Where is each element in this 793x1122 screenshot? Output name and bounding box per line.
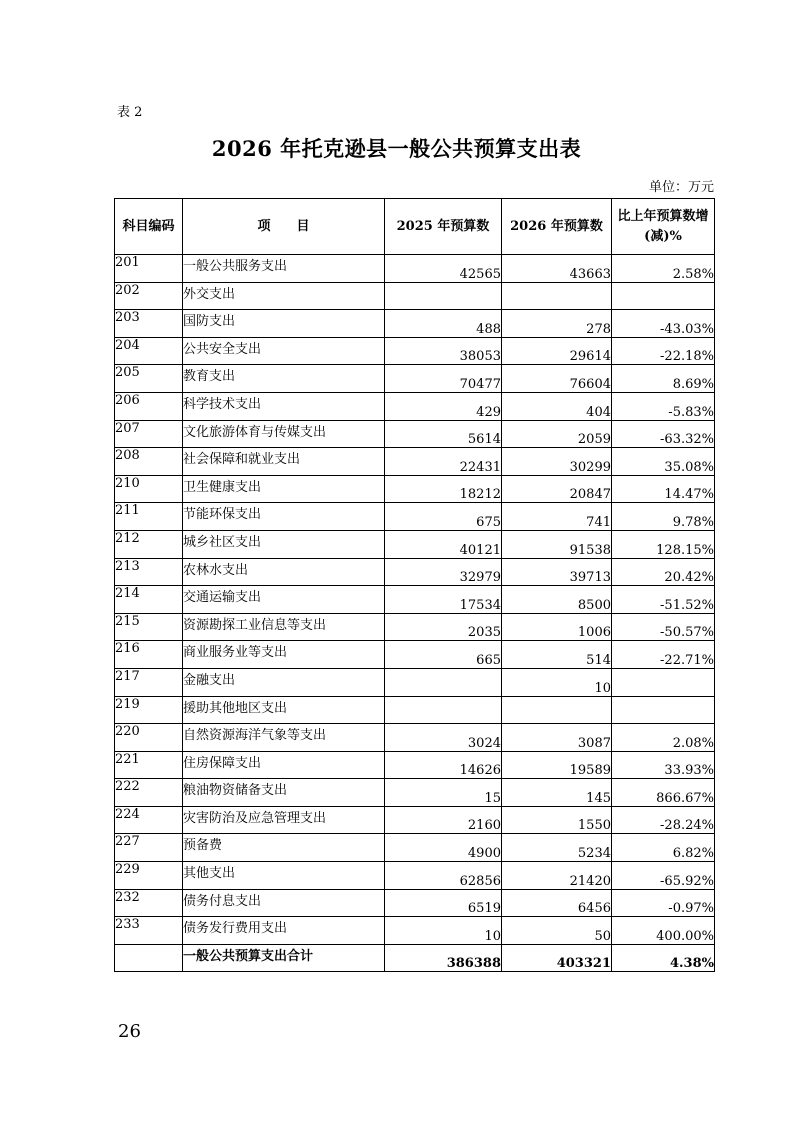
change-cell — [612, 696, 715, 724]
unit-label: 单位：万元 — [648, 180, 714, 195]
change-cell — [612, 282, 715, 310]
budget-2025-cell: 17534 — [385, 586, 502, 614]
item-name-cell: 一般公共预算支出合计 — [183, 944, 385, 972]
table-row — [115, 806, 715, 834]
item-name-cell: 债务发行费用支出 — [183, 917, 385, 945]
table-row — [115, 255, 715, 283]
code-cell: 205 — [115, 365, 183, 393]
budget-2026-cell: 145 — [502, 779, 612, 807]
page-number: 26 — [118, 1021, 141, 1042]
table-row — [115, 613, 715, 641]
budget-2025-cell: 665 — [385, 641, 502, 669]
budget-2026-cell: 43663 — [502, 255, 612, 283]
code-cell: 220 — [115, 724, 183, 752]
table-row — [115, 889, 715, 917]
code-cell: 215 — [115, 613, 183, 641]
code-cell: 206 — [115, 392, 183, 420]
budget-2025-cell: 22431 — [385, 448, 502, 476]
table-row — [115, 641, 715, 669]
page-title: 2026 年托克逊县一般公共预算支出表 — [211, 136, 582, 161]
item-name-cell: 卫生健康支出 — [183, 475, 385, 503]
budget-2026-cell: 39713 — [502, 558, 612, 586]
table-label: 表 2 — [117, 105, 143, 120]
code-cell: 221 — [115, 751, 183, 779]
item-name-cell: 自然资源海洋气象等支出 — [183, 724, 385, 752]
item-name-cell: 粮油物资储备支出 — [183, 779, 385, 807]
budget-2026-cell — [502, 696, 612, 724]
table-row — [115, 420, 715, 448]
item-name-cell: 商业服务业等支出 — [183, 641, 385, 669]
code-cell: 219 — [115, 696, 183, 724]
change-cell — [612, 668, 715, 696]
table-row — [115, 917, 715, 945]
code-cell: 204 — [115, 337, 183, 365]
item-name-cell: 资源勘探工业信息等支出 — [183, 613, 385, 641]
budget-2026-cell: 20847 — [502, 475, 612, 503]
table-row — [115, 337, 715, 365]
budget-2025-cell — [385, 282, 502, 310]
table-row — [115, 862, 715, 890]
item-name-cell: 灾害防治及应急管理支出 — [183, 806, 385, 834]
code-cell: 233 — [115, 917, 183, 945]
item-name-cell: 教育支出 — [183, 365, 385, 393]
budget-2025-cell: 10 — [385, 917, 502, 945]
table-row — [115, 282, 715, 310]
table-row — [115, 696, 715, 724]
budget-2026-cell: 2059 — [502, 420, 612, 448]
budget-2026-cell: 21420 — [502, 862, 612, 890]
change-cell: 2.58% — [612, 255, 715, 283]
budget-2025-cell: 386388 — [385, 944, 502, 972]
item-name-cell: 债务付息支出 — [183, 889, 385, 917]
code-cell: 224 — [115, 806, 183, 834]
item-name-cell: 国防支出 — [183, 310, 385, 338]
change-cell: 8.69% — [612, 365, 715, 393]
budget-2026-cell: 76604 — [502, 365, 612, 393]
budget-2025-cell: 32979 — [385, 558, 502, 586]
budget-2026-cell: 29614 — [502, 337, 612, 365]
budget-table — [114, 198, 715, 972]
budget-2026-cell: 404 — [502, 392, 612, 420]
item-name-cell: 交通运输支出 — [183, 586, 385, 614]
budget-2026-cell: 1006 — [502, 613, 612, 641]
item-name-cell: 科学技术支出 — [183, 392, 385, 420]
change-cell: -22.71% — [612, 641, 715, 669]
budget-2025-cell: 429 — [385, 392, 502, 420]
budget-2025-cell: 4900 — [385, 834, 502, 862]
budget-2025-cell: 6519 — [385, 889, 502, 917]
header-budget-2025: 2025 年预算数 — [385, 199, 502, 255]
change-cell: -5.83% — [612, 392, 715, 420]
header-code: 科目编码 — [115, 199, 183, 255]
budget-2025-cell: 14626 — [385, 751, 502, 779]
header-budget-2026: 2026 年预算数 — [502, 199, 612, 255]
budget-2026-cell — [502, 282, 612, 310]
change-cell: -65.92% — [612, 862, 715, 890]
budget-2025-cell: 675 — [385, 503, 502, 531]
change-cell: 2.08% — [612, 724, 715, 752]
change-cell: 9.78% — [612, 503, 715, 531]
item-name-cell: 社会保障和就业支出 — [183, 448, 385, 476]
item-name-cell: 农林水支出 — [183, 558, 385, 586]
change-cell: 400.00% — [612, 917, 715, 945]
header-item: 项 目 — [183, 199, 385, 255]
table-row — [115, 558, 715, 586]
budget-2026-cell: 8500 — [502, 586, 612, 614]
budget-2025-cell: 18212 — [385, 475, 502, 503]
budget-2026-cell: 5234 — [502, 834, 612, 862]
change-cell: -43.03% — [612, 310, 715, 338]
budget-2026-cell: 3087 — [502, 724, 612, 752]
budget-2026-cell: 91538 — [502, 530, 612, 558]
budget-2025-cell: 3024 — [385, 724, 502, 752]
table-row — [115, 668, 715, 696]
change-cell: -22.18% — [612, 337, 715, 365]
table-row — [115, 724, 715, 752]
change-cell: -63.32% — [612, 420, 715, 448]
code-cell: 227 — [115, 834, 183, 862]
change-cell: 4.38% — [612, 944, 715, 972]
change-cell: 14.47% — [612, 475, 715, 503]
header-change-line1: 比上年预算数增 — [617, 208, 709, 224]
budget-2026-cell: 403321 — [502, 944, 612, 972]
budget-2026-cell: 19589 — [502, 751, 612, 779]
code-cell — [115, 944, 183, 972]
change-cell: 33.93% — [612, 751, 715, 779]
code-cell: 212 — [115, 530, 183, 558]
table-row — [115, 779, 715, 807]
header-row — [115, 199, 715, 255]
item-name-cell: 一般公共服务支出 — [183, 255, 385, 283]
table-row — [115, 503, 715, 531]
budget-2025-cell — [385, 696, 502, 724]
code-cell: 222 — [115, 779, 183, 807]
table-row — [115, 834, 715, 862]
budget-2026-cell: 30299 — [502, 448, 612, 476]
code-cell: 213 — [115, 558, 183, 586]
table-row — [115, 448, 715, 476]
item-name-cell: 住房保障支出 — [183, 751, 385, 779]
table-row — [115, 586, 715, 614]
code-cell: 217 — [115, 668, 183, 696]
budget-2025-cell: 488 — [385, 310, 502, 338]
change-cell: -50.57% — [612, 613, 715, 641]
code-cell: 203 — [115, 310, 183, 338]
budget-2025-cell: 70477 — [385, 365, 502, 393]
budget-2025-cell: 38053 — [385, 337, 502, 365]
header-change-line2: (减)% — [644, 228, 682, 244]
budget-2026-cell: 741 — [502, 503, 612, 531]
budget-2025-cell: 40121 — [385, 530, 502, 558]
code-cell: 214 — [115, 586, 183, 614]
change-cell: 866.67% — [612, 779, 715, 807]
change-cell: 128.15% — [612, 530, 715, 558]
change-cell: 6.82% — [612, 834, 715, 862]
header-change — [612, 199, 715, 255]
code-cell: 229 — [115, 862, 183, 890]
budget-2025-cell — [385, 668, 502, 696]
code-cell: 208 — [115, 448, 183, 476]
table-row — [115, 530, 715, 558]
budget-2026-cell: 1550 — [502, 806, 612, 834]
budget-2025-cell: 42565 — [385, 255, 502, 283]
budget-2025-cell: 15 — [385, 779, 502, 807]
budget-2026-cell: 10 — [502, 668, 612, 696]
item-name-cell: 外交支出 — [183, 282, 385, 310]
code-cell: 202 — [115, 282, 183, 310]
budget-2026-cell: 514 — [502, 641, 612, 669]
change-cell: 35.08% — [612, 448, 715, 476]
budget-2025-cell: 62856 — [385, 862, 502, 890]
budget-2026-cell: 278 — [502, 310, 612, 338]
change-cell: -51.52% — [612, 586, 715, 614]
item-name-cell: 公共安全支出 — [183, 337, 385, 365]
budget-2026-cell: 6456 — [502, 889, 612, 917]
item-name-cell: 预备费 — [183, 834, 385, 862]
item-name-cell: 金融支出 — [183, 668, 385, 696]
table-row — [115, 751, 715, 779]
item-name-cell: 节能环保支出 — [183, 503, 385, 531]
code-cell: 232 — [115, 889, 183, 917]
item-name-cell: 城乡社区支出 — [183, 530, 385, 558]
item-name-cell: 援助其他地区支出 — [183, 696, 385, 724]
item-name-cell: 其他支出 — [183, 862, 385, 890]
budget-2026-cell: 50 — [502, 917, 612, 945]
code-cell: 201 — [115, 255, 183, 283]
budget-2025-cell: 2160 — [385, 806, 502, 834]
code-cell: 216 — [115, 641, 183, 669]
change-cell: -28.24% — [612, 806, 715, 834]
code-cell: 210 — [115, 475, 183, 503]
code-cell: 207 — [115, 420, 183, 448]
table-row — [115, 392, 715, 420]
table-row — [115, 475, 715, 503]
table-row — [115, 310, 715, 338]
budget-2025-cell: 5614 — [385, 420, 502, 448]
code-cell: 211 — [115, 503, 183, 531]
total-row — [115, 944, 715, 972]
change-cell: -0.97% — [612, 889, 715, 917]
budget-2025-cell: 2035 — [385, 613, 502, 641]
table-row — [115, 365, 715, 393]
change-cell: 20.42% — [612, 558, 715, 586]
item-name-cell: 文化旅游体育与传媒支出 — [183, 420, 385, 448]
